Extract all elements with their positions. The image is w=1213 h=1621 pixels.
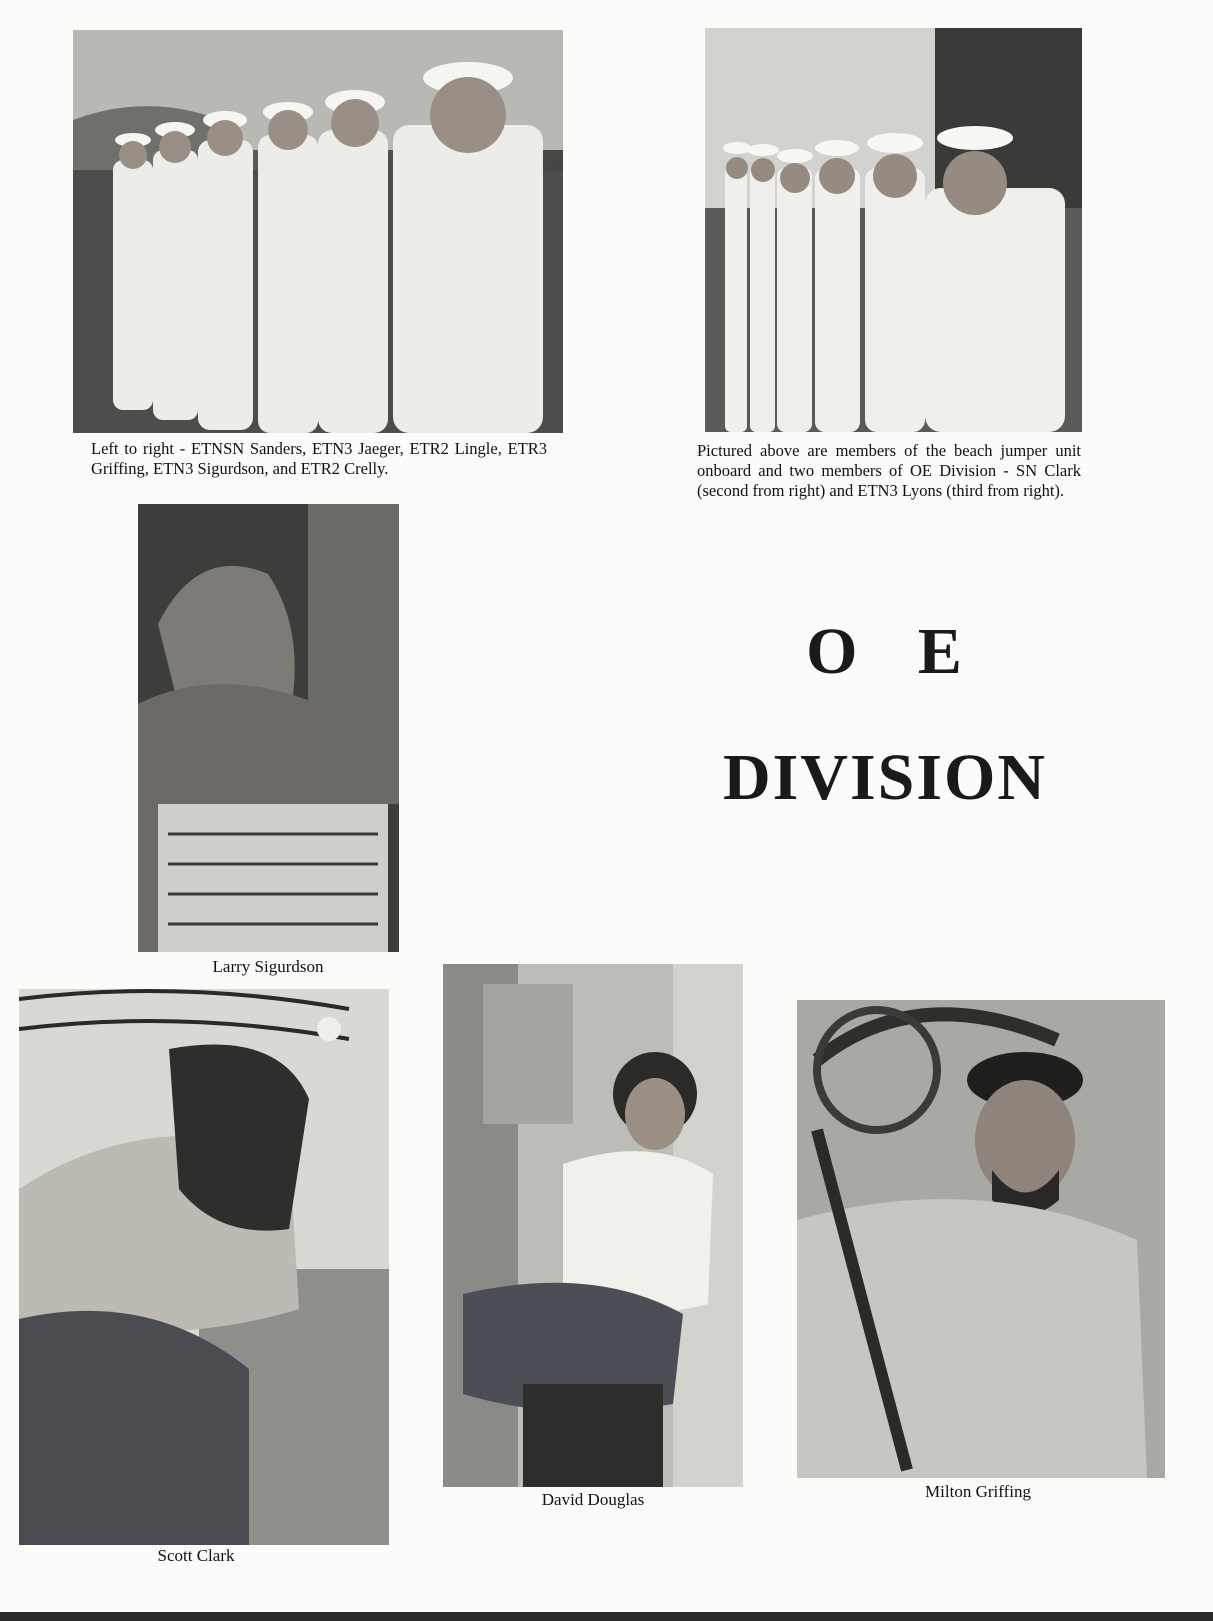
top-left-group-photo bbox=[73, 30, 563, 433]
division-title-line-2: DIVISION bbox=[722, 741, 1048, 814]
top-right-caption: Pictured above are members of the beach jumper unit onboard and two members of OE Division - SN Clark (second from right) and ETN3 Lyons (third from right). bbox=[697, 441, 1081, 500]
griffing-photo bbox=[797, 1000, 1165, 1478]
douglas-caption: David Douglas bbox=[541, 1490, 645, 1509]
top-left-caption: Left to right - ETNSN Sanders, ETN3 Jaeger, ETR2 Lingle, ETR3 Griffing, ETN3 Sigurdson, and ETR2 Crelly. bbox=[91, 439, 547, 478]
sigurdson-photo bbox=[138, 504, 399, 952]
division-title-line-1: O E bbox=[806, 615, 964, 688]
griffing-caption: Milton Griffing bbox=[925, 1482, 1031, 1501]
sigurdson-caption: Larry Sigurdson bbox=[212, 957, 324, 976]
douglas-photo bbox=[443, 964, 743, 1487]
clark-photo bbox=[19, 989, 389, 1545]
top-right-group-photo bbox=[705, 28, 1082, 432]
clark-caption: Scott Clark bbox=[157, 1546, 235, 1565]
page-bottom-edge bbox=[0, 1612, 1213, 1621]
